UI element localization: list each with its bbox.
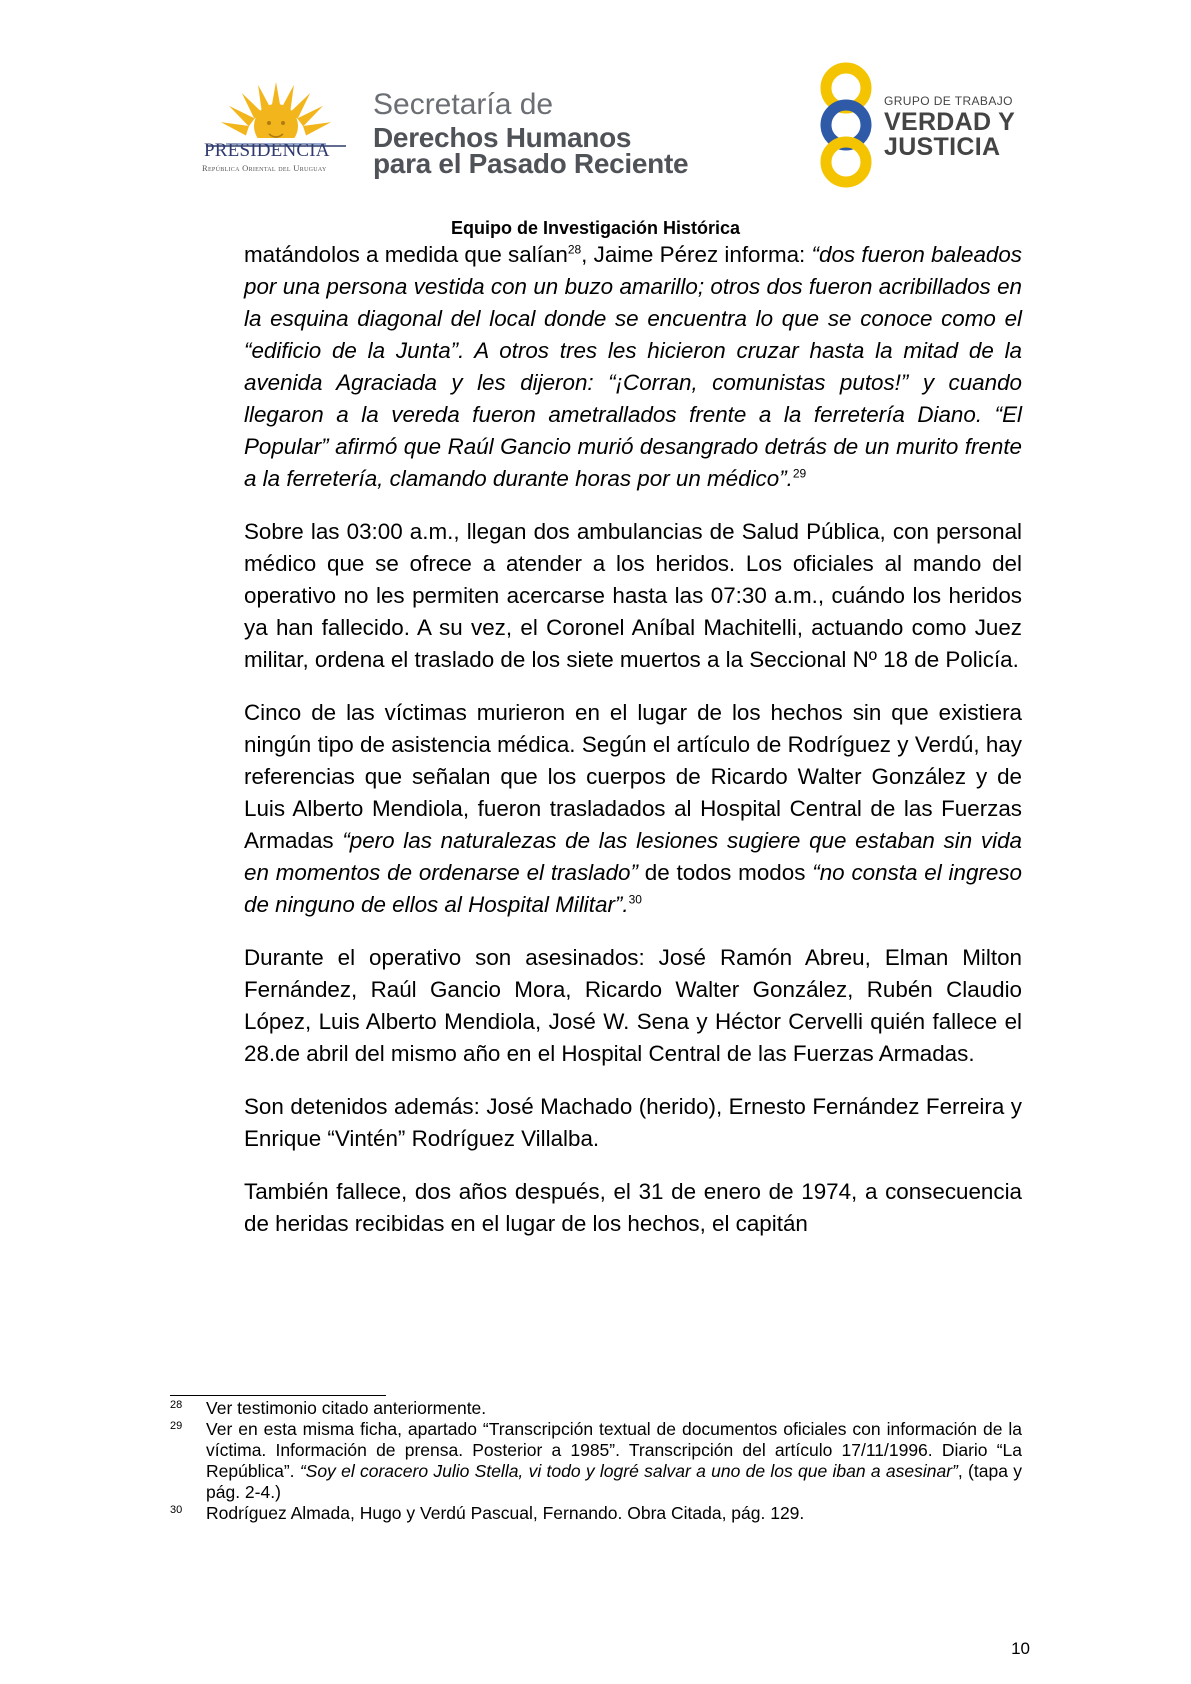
verdad-justicia-rings-icon [806, 62, 886, 188]
footnote-quote: “Soy el coracero Julio Stella, vi todo y logré salvar a uno de los que iban a asesinar” [299, 1461, 958, 1481]
paragraph [244, 239, 1022, 495]
page-number: 10 [1011, 1639, 1030, 1658]
footnote-text: Ver testimonio citado anteriormente. [206, 1398, 487, 1418]
footnote-divider [170, 1395, 386, 1396]
footnote-text: Ver en esta misma ficha, apartado “Transcripción textual de documentos oficiales con información de la víctima. Información de prensa. Posterior a 1985”. Transcripción del artículo 17/11/1996. Diario “La República”. [206, 1419, 1022, 1481]
paragraph [244, 697, 1022, 921]
quoted-text: “dos fueron baleados por una persona vestida con un buzo amarillo; otros dos fueron acribillados en la esquina diagonal del local donde se encuentra lo que se conoce como el “edificio de la Junta”. A otros tres les hicieron cruzar hasta la mitad de la avenida Agraciada y les dijeron: “¡Corran, comunistas putos!” y cuando llegaron a la vereda fueron ametrallados frente a la ferretería Diano. “El Popular” afirmó que Raúl Gancio murió desangrado detrás de un murito frente a la ferretería, clamando durante horas por un médico”. [244, 242, 1022, 491]
footnote-number: 28 [170, 1399, 183, 1411]
footnote-number: 30 [170, 1504, 183, 1516]
quoted-text: “no consta el ingreso de ninguno de ellos al Hospital Militar”. [244, 860, 1022, 917]
presidencia-subtitle: República Oriental del Uruguay [202, 163, 327, 173]
verdad-label: VERDAD Y [884, 108, 1016, 136]
footnote-text: , (tapa y pág. 2-4.) [206, 1461, 1022, 1502]
presidencia-label: PRESIDENCIA [204, 140, 330, 161]
footnotes [170, 1398, 1022, 1524]
paragraph: También fallece, dos años después, el 31 de enero de 1974, a consecuencia de heridas recibidas en el lugar de los hechos, el capitán [244, 1179, 1022, 1236]
quoted-text: “pero las naturalezas de las lesiones sugiere que estaban sin vida en momentos de ordenarse el traslado” [244, 828, 1022, 885]
footnote-number: 29 [170, 1420, 183, 1432]
footnote-ref: 30 [628, 892, 642, 907]
page-header [0, 0, 1191, 215]
footnote-text: Rodríguez Almada, Hugo y Verdú Pascual, Fernando. Obra Citada, pág. 129. [206, 1503, 805, 1523]
justicia-label: JUSTICIA [884, 133, 1001, 161]
paragraph: Sobre las 03:00 a.m., llegan dos ambulancias de Salud Pública, con personal médico que se ofrece a atender a los heridos. Los oficiales al mando del operativo no les permiten acercarse hasta las 07:30 a.m., cuándo los heridos ya han fallecido. A su vez, el Coronel Aníbal Machitelli, actuando como Juez militar, ordena el traslado de los siete muertos a la Seccional Nº 18 de Policía. [244, 519, 1022, 672]
secretaria-line-2: Derechos Humanos [373, 122, 632, 153]
secretaria-line-1: Secretaría de [373, 88, 554, 121]
document-body [244, 239, 1022, 1261]
footnote-ref: 29 [792, 466, 807, 481]
paragraph-text: Cinco de las víctimas murieron en el lugar de los hechos sin que existiera ningún tipo de asistencia médica. Según el artículo de Rodríguez y Verdú, hay referencias que señalan que los cuerpos de Ricardo Walter González y de Luis Alberto Mendiola, fueron trasladados al Hospital Central de las Fuerzas Armadas [244, 700, 1022, 853]
secretaria-line-3: para el Pasado Reciente [373, 148, 689, 179]
section-title: Equipo de Investigación Histórica [450, 218, 741, 238]
paragraph-text: , Jaime Pérez informa: [581, 242, 812, 267]
paragraph-text: de todos modos [637, 860, 813, 885]
footnote [170, 1398, 1022, 1419]
paragraph-text: matándolos a medida que salían [244, 242, 568, 267]
paragraph: Durante el operativo son asesinados: José Ramón Abreu, Elman Milton Fernández, Raúl Gancio Mora, Ricardo Walter González, Rubén Claudio López, Luis Alberto Mendiola, José W. Sena y Héctor Cervelli quién fallece el 28.de abril del mismo año en el Hospital Central de las Fuerzas Armadas. [244, 945, 1022, 1066]
paragraph: Son detenidos además: José Machado (herido), Ernesto Fernández Ferreira y Enrique “Vintén” Rodríguez Villalba. [244, 1094, 1022, 1151]
footnote-ref: 28 [567, 242, 582, 257]
footnote [170, 1503, 1022, 1524]
grupo-trabajo-label: GRUPO DE TRABAJO [884, 94, 1013, 108]
footnote [170, 1419, 1022, 1503]
